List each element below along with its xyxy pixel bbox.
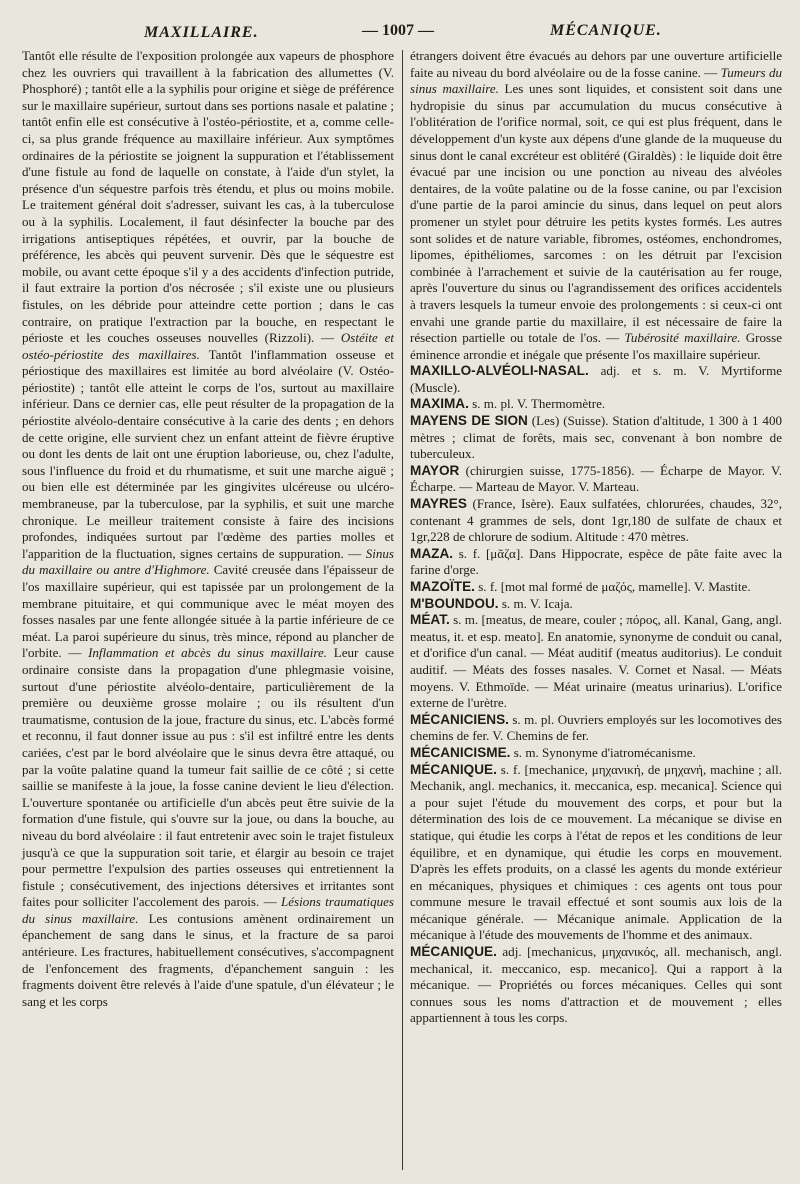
entry-headword: MÉCANICIENS.: [410, 711, 509, 727]
entry-definition: s. f. [mot mal formé de μαζός, mamelle]. V. Mastite.: [478, 579, 751, 594]
column-divider: [402, 50, 403, 1170]
dictionary-entry: [410, 944, 782, 1027]
left-column: [22, 48, 394, 1170]
entry-definition: s. m. [meatus, de meare, couler ; πόρος, all. Kanal, Gang, angl. meatus, it. et esp. meato]. En anatomie, synonyme de conduit ou canal, et d'orifice d'un canal. — Méat auditif (meatus auditorius). Le conduit auditif. — Méats des fosses nasales. V. Cornet et Nasal. — Méats moyens. V. Ethmoïde. — Méat urinaire (meatus urinarius). L'orifice externe de l'urètre.: [410, 612, 782, 711]
paragraph: [410, 48, 782, 363]
entry-headword: MAZOÏTE.: [410, 579, 475, 594]
body-text: Les contusions amènent ordinairement un épanchement de sang dans le sinus, et la fracture de sa paroi antérieure. Les fractures, habituellement consécutives, s'accompagnent de l'enfoncement des fragments, d'épanchement sanguin : les fragments doivent être relevés à l'aide d'une spatule, d'un élévateur ; le sang et les corps: [22, 910, 394, 1009]
entry-headword: MAZA.: [410, 545, 454, 561]
body-text: Leur cause ordinaire consiste dans la propagation d'une phlegmasie voisine, surtout d'une périostite alvéolo-dentaire, particulièrement de la première ou deuxième grosse molaire ; ou ils résultent d'un traumatisme, contusion de la joue, fracture du sinus, etc. L'abcès formé et reconnu, il faut donner issue au pus : s'il est infiltré entre les dents cariées, c'est par le bord alvéolaire que le sinus devra être attaqué, ou par la voûte palatine quand la tumeur fait saillie de ce côté ; si cette saillie se manifeste à la joue, la fosse canine devient le lieu d'élection. L'ouverture spontanée ou artificielle d'un abcès peut être suivie de la formation d'une fistule, qui s'ouvre sur la joue, ou dans la bouche, au niveau du bord alvéolaire : il faut entretenir avec soin le trajet fistuleux jusqu'à ce que la suppuration soit tarie, et élargir au besoin ce trajet pour permettre l'expulsion des parties osseuses qui entretiennent la fistule ; consécutivement, des injections détersives et irritantes sont faites pour solliciter l'accolement des parois. —: [22, 645, 395, 910]
entry-definition: adj. [mechanicus, μηχανικός, all. mechanisch, angl. mechanical, it. meccanico, esp. mecanico]. Qui a rapport à la mécanique. — Propriétés ou forces mécaniques. Celles qui sont connues sous les noms d'attraction et de mouvement ; elles appartiennent à tous les corps.: [410, 944, 782, 1026]
entry-headword: MÉAT.: [410, 612, 450, 628]
entry-definition: (Les) (Suisse). Station d'altitude, 1 300 à 1 400 mètres ; climat de forêts, mais sec, convenant à bon nombre de tuberculeux.: [410, 413, 782, 462]
subheading: Inflammation et abcès du sinus maxillaire.: [88, 645, 328, 661]
entry-definition: s. m. Synonyme d'iatromécanisme.: [513, 744, 696, 760]
dictionary-entry: [410, 463, 782, 496]
subheading: Tubérosité maxillaire.: [624, 330, 741, 346]
page-number: — 1007 —: [362, 22, 434, 39]
body-text: Les unes sont liquides, et consistent soit dans une hydropisie du sinus par accumulation du mucus consécutive à l'oblitération de l'orifice normal, soit, ce qui est plus fréquent, dans le développement d'un kyste aux dépens d'une glande de la muqueuse du sinus dont le canal excréteur est oblitéré (Giraldès) : le liquide doit être évacué par une incision ou une ponction au niveau des alvéoles dentaires, de la voûte palatine ou de la fosse canine, ou par l'excision d'une partie de la paroi amincie du sinus, dans lequel on peut alors promener un stylet pour détruire les petits kystes formés. Les autres sont solides et de nature variable, fibromes, ostéomes, enchondromes, lipomes, épithéliomes, sarcomes : on les détruit par l'excision combinée à l'arrachement et suivie de la cautérisation au fer rouge, après l'ouverture du sinus ou l'agrandissement des orifices accidentels à travers lesquels la tumeur envoie des prolongements : si ceux-ci ont envahi une grande partie du maxillaire, il est nécessaire de faire la résection partielle ou totale de l'os. —: [410, 81, 783, 346]
entry-definition: s. f. [μᾶζα]. Dans Hippocrate, espèce de pâte faite avec la farine d'orge.: [410, 545, 782, 578]
entry-headword: MÉCANIQUE.: [410, 944, 497, 960]
two-column-body: [22, 48, 782, 1170]
dictionary-entry: [410, 612, 782, 712]
dictionary-entry: [410, 413, 782, 463]
dictionary-entry: [410, 396, 782, 413]
entry-headword: MAYENS DE SION: [410, 413, 528, 429]
entry-definition: (chirurgien suisse, 1775-1856). — Écharpe de Mayor. V. Écharpe. — Marteau de Mayor. V. Marteau.: [410, 462, 783, 495]
dictionary-entry: [410, 496, 782, 546]
body-text: Tantôt l'inflammation osseuse et périostique des maxillaires est limitée au bord alvéolaire (V. Ostéo-périostite) ; tantôt elle atteint le corps de l'os, surtout au maxillaire inférieur. Dans ce dernier cas, elle peut résulter de la propagation de la périostite alvéolo-dentaire consécutive à la carie des dents ; en dehors de cette origine, elle survient chez un enfant atteint de fièvre éruptive ou dont les dents de lait ont une éruption laborieuse, ou, chez l'adulte, sous l'influence du froid et du rhumatisme, et suit une marche aiguë ; ou bien elle est déterminée par les gingivites ulcéreuse ou ulcéro-membraneuse, par la tuberculose, par la syphilis, et suit une marche chronique. Le meilleur traitement consiste à faire des incisions profondes, indiquées surtout par l'œdème des parties molles et l'apparition de la fluctuation, signes certains de suppuration. —: [22, 346, 394, 561]
entry-definition: s. m. pl. Ouvriers employés sur les locomotives des chemins de fer. V. Chemins de fer.: [410, 711, 782, 744]
entry-definition: s. m. pl. V. Thermomètre.: [472, 396, 606, 412]
entry-headword: MÉCANICISME.: [410, 744, 511, 760]
body-text: étrangers doivent être évacués au dehors par une ouverture artificielle faite au niveau du bord alvéolaire ou de la fosse canine. —: [410, 48, 782, 80]
subheading: Sinus du maxillaire ou antre d'Highmore.: [22, 545, 394, 578]
subheading: Lésions traumatiques du sinus maxillaire.: [22, 894, 394, 926]
dictionary-entry: [410, 546, 782, 579]
dictionary-entry: [410, 745, 782, 762]
entry-headword: MAXIMA.: [410, 396, 469, 412]
entry-headword: MAXILLO-ALVÉOLI-NASAL.: [410, 363, 589, 379]
body-text: Tantôt elle résulte de l'exposition prolongée aux vapeurs de phosphore chez les ouvriers qui travaillent à la fabrication des allumettes (V. Phosphoré) ; tantôt elle a la syphilis pour origine et siège de préférence sur le maxillaire supérieur, surtout dans ses portions nasale et palatine ; tantôt enfin elle est consécutive à l'ostéo-périostite, et a, comme celle-ci, sa plus grande fréquence au maxillaire inférieur. Aux symptômes ordinaires de la périostite se joignent la suppuration et l'établissement d'une fistule au fond de laquelle on constate, à l'aide d'un stylet, la présence d'un séquestre parfois très étendu, et plus ou moins mobile. Le traitement général doit s'adresser, suivant les cas, à la tuberculose ou à la syphilis. Localement, il faut désinfecter la bouche par des irrigations antiseptiques répétées, et ouvrir, par la bouche de préférence, les abcès qui peuvent survenir. Dès que le séquestre est mobile, ou avant cette époque s'il y a des accidents d'infection putride, il faut extraire la portion d'os nécrosée ; s'il existe une ou plusieurs fistules, on les débride pour atteindre cette portion ; dans le cas contraire, on pratique l'extraction par la bouche, en respectant le périoste et les couches osseuses nouvelles (Rizzoli). —: [22, 48, 394, 346]
dictionary-entry: [410, 596, 782, 613]
header-right-word: MÉCANIQUE.: [550, 22, 662, 39]
running-header: [22, 14, 782, 48]
entry-headword: MÉCANIQUE.: [410, 761, 497, 777]
entry-headword: MAYOR: [410, 462, 460, 478]
right-column: [410, 48, 782, 1170]
entry-definition: (France, Isère). Eaux sulfatées, chlorurées, chaudes, 32°, contenant 4 grammes de sels, dont 1gr,180 de sulfate de chaux et 1gr,228 de chlorure de sodium. Altitude : 470 mètres.: [410, 496, 782, 545]
dictionary-entry: [410, 579, 782, 596]
dictionary-entry: [410, 712, 782, 745]
subheading: Tumeurs du sinus maxillaire.: [410, 64, 783, 97]
body-text: Cavité creusée dans l'épaisseur de l'os maxillaire supérieur, qui est tapissée par un prolongement de la membrane pituitaire, et qui communique avec le méat moyen des fosses nasales par une fente allongée située à la partie inférieure de ce méat. La paroi supérieure du sinus, très mince, répond au plancher de l'orbite. —: [22, 562, 394, 661]
entry-definition: adj. et s. m. V. Myrtiforme (Muscle).: [410, 363, 783, 395]
entry-definition: s. m. V. Icaja.: [501, 595, 573, 611]
body-text: Grosse éminence arrondie et inégale que présente l'os maxillaire supérieur.: [410, 330, 782, 362]
subheading: Ostéite et ostéo-périostite des maxillaires.: [22, 330, 394, 362]
dictionary-entry: [410, 363, 782, 396]
entry-definition: s. f. [mechanice, μηχανική, de μηχανή, machine ; all. Mechanik, angl. mechanics, it. meccanica, esp. mecanica]. Science qui a pour sujet l'étude du mouvement des corps, et pour but la détermination des lois de ce mouvement. La mécanique se divise en statique, qui étudie les corps à l'état de repos et les conditions de leur équilibre, et en dynamique, qui étudie les corps en mouvement. D'après les effets produits, on a classé les agents du monde extérieur en mécaniques, physiques et chimiques : ces agents ont tous pour commune mesure le travail effectué et sont soumis aux lois de la mécanique générale. — Mécanique animale. Application de la mécanique à l'étude des mouvements de l'homme et des animaux.: [410, 761, 782, 943]
header-left-word: MAXILLAIRE.: [144, 24, 259, 41]
dictionary-entry: [410, 762, 782, 945]
entry-headword: M'BOUNDOU.: [410, 595, 499, 611]
paragraph: [22, 48, 394, 1010]
entry-headword: MAYRES: [410, 496, 467, 512]
